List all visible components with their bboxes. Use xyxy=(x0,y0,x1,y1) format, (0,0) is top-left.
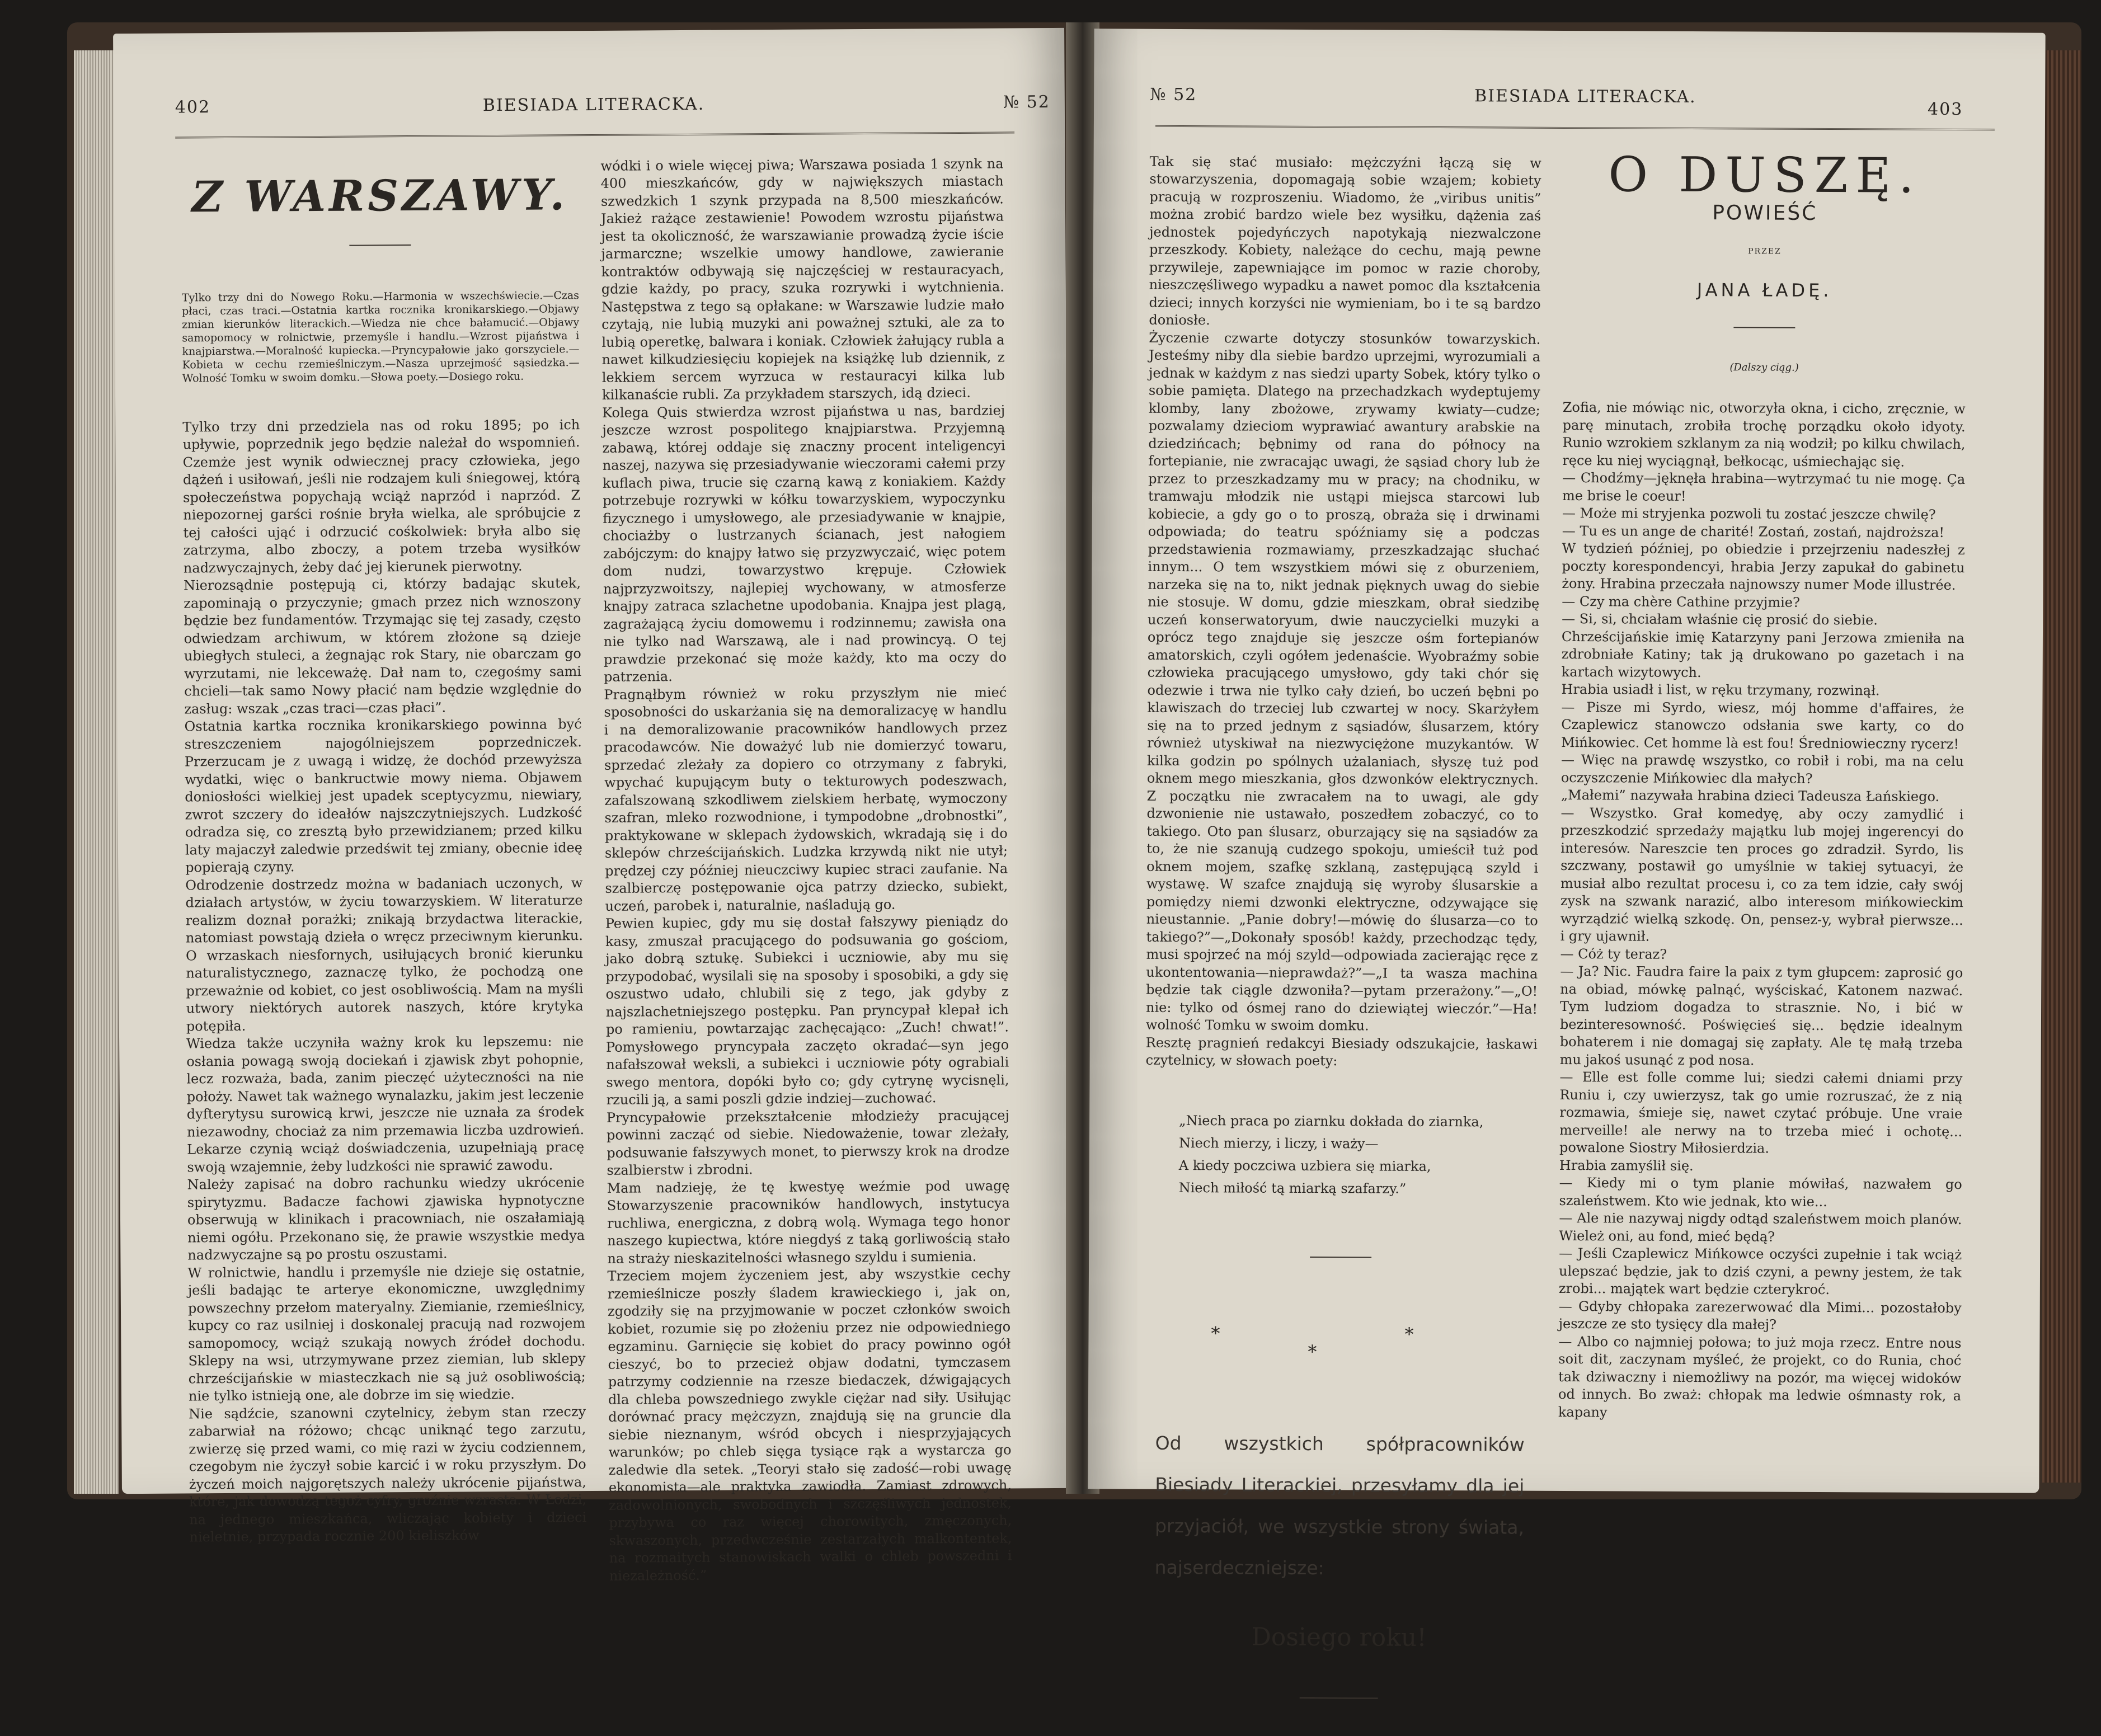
right-col2-text: Zofia, nie mówiąc nic, otworzyła okna, i cicho, zręcznie, w parę minutach, zrobiła trochę porządku około idyoty. Runio wzrokiem szklanym za nią wodził; po kilku chwilach, ręce ku niej wyciągnął, bełkocąc, uśmiechając się. — Chodźmy—jęknęła hrabina—wytrzymać tu nie mogę. Ça me brise le coeur! — Może mi stryjenka pozwoli tu zostać jeszcze chwilę? — Tu es un ange de charité! Zostań, zostań, najdroższa! W tydzień później, po obiedzie i przejrzeniu nadeszłej z poczty korespondencyi, hrabia Jerzy zapukał do gabinetu żony. Hrabina przeczała najnowszy numer Mode illustrée. — Czy ma chère Cathine przyjmie? — Si, si, chciałam właśnie cię prosić do siebie. Chrześcijańskie imię Katarzyny pani Jerzowa zmieniła na zdrobniałe Katiny; tak ją drukowano po gazetach i na kartach wizytowych. Hrabia usiadł i list, w ręku trzymany, rozwinął. — Pisze mi Syrdo, wiesz, mój homme d'affaires, że Czaplewicz stanowczo odsłania swe karty, co do Mińkowiec. Cet homme là est fou! Średniowieczny rycerz! — Więc na prawdę wszystko, co robił i robi, ma na celu oczyszczenie Mińkowiec dla małych? „Małemi” nazywała hrabina dzieci Tadeusza Łańskiego. — Wszystko. Grał komedyę, aby oczy zamydlić i przeszkodzić sprzedaży majątku lub mojej ingerencyi do interesów. Nareszcie ten proces go zdradził. Syrdo, lis szczwany, postawił go umyślnie w takiej sytuacyi, że musiał albo rezultat procesu i, co za tem idzie, cały swój zysk na szwank narazić, albo interesom mińkowieckim wyrządzić wielką szkodę. On, pensez-y, wybrał pierwsze... i gry ujawnił. — Cóż ty teraz? — Ja? Nic. Faudra faire la paix z tym głupcem: zaprosić go na obiad, mówkę palnąć, wyściskać, Katonem nazwać. Tym ludziom dogadza to strasznie. No, i bić w bezinteresowność. Poświęcieś się... będzie idealnym bohaterem i nie domagaj się zapłaty. Ale tę małą trzeba mu jakoś usunąć z pod nosa. — Elle est folle comme lui; siedzi całemi dniami przy Runiu i, czy uwierzysz, tak go umie rozruszać, że z nią rozmawia, śmieje się, nawet czytać próbuje. Une vraie merveille! ale nerwy na to trzeba mieć i ochotę... powalone Siostry Miłosierdzia. Hrabia zamyślił się. — Kiedy mi o tym planie mówiłaś, nazwałem go szaleństwem. Kto wie jednak, kto wie... — Ale nie nazywaj nigdy odtąd szaleństwem moich planów. Wieleż oni, au fond, mieć będą? — Jeśli Czaplewicz Mińkowce oczyści zupełnie i tak wciąż ulepszać będzie, jak to dziś czyni, a pewny jestem, że tak zrobi... majątek wart będzie czterykroć. — Gdyby chłopaka zarezerwować dla Mimi... pozostałoby jeszcze ze sto tysięcy dla małej? — Albo co najmniej połowa; to już moja rzecz. Entre nous soit dit, zaczynam myśleć, że projekt, co do Runia, choć tak dziwaczny i niemożliwy na pozór, ma więcej widoków od innych. Bo zważ: chłopak ma ledwie ośmnasty rok, a kapany xyxy=(1558,399,1966,1420)
right-col1-text: Tak się stać musiało: mężczyźni łączą się w stowarzyszenia, dopomagają sobie wzajem; kobiety pracują w rozproszeniu. Wiadomo, że „viribus unitis” można zrobić bardzo wiele bez wysiłku, dążenia zaś jednostek pojedyńczych napotykają niezwalczone przeszkody. Kobiety, należące do cechu, mają pewne przywileje, zapewniające im pomoc w razie choroby, nieszczęśliwego wypadku a nawet pomoc dla kształcenia dzieci; innych korzyści nie wymieniam, bo i te są bardzo doniosłe. Życzenie czwarte dotyczy stosunków towarzyskich. Jesteśmy niby dla siebie bardzo uprzejmi, wyrozumiali a jednak w każdym z nas siedzi uparty Sobek, który tylko o sobie pamięta. Dlatego na przechadzkach wydeptujemy klomby, lany zbożowe, zrywamy kwiaty—cudze; pozwalamy dzieciom wyprawiać awantury arabskie na dziedzińcach; bębnimy od rana do północy na fortepianie, nie zwracając uwagi, że sąsiad chory lub że przez to przeszkadzamy mu w pracy; na chodniku, w tramwaju młodzik nie ustąpi miejsca starcowi lub kobiecie, a gdy go o to proszą, obraża się i drwinami odpowiada; do teatru spóźniamy się a podczas przedstawienia rozmawiamy, przeszkadzając słuchać innym... O tem wszystkiem mówi się z oburzeniem, narzeka się na to, nikt jednak pięknych uwag do siebie nie stosuje. W domu, gdzie mieszkam, obrał siedzibę uczeń konserwatoryum, dwie nauczycielki muzyki a oprócz tego znajduje się jeszcze ośm fortepianów amatorskich, czyli ogółem jedenaście. Wyobraźmy sobie człowieka pracującego umysłowo, gdy taki chór się odezwie i trwa nie tylko cały dzień, bo uczeń bębni po klawiszach do trzeciej lub czwartej w nocy. Skarżyłem się na to przed jednym z sąsiadów, ślusarzem, który również utyskiwał na niezwyciężone muzykantów. W kilka godzin po spólnych użalaniach, słyszę tuż pod oknem mego mieszkania, głos dzwonków elektrycznych. Z początku nie zwracałem na to uwagi, ale gdy dzwonienie nie ustawało, poszedłem zobaczyć, co to takiego. Oto pan ślusarz, oburzający się na sąsiadów za to, że nie szanują cudzego spokoju, umieścił tuż pod oknem mojem, szafkę szklaną, zastępującą szyld i wystawę. W szafce znajdują się wyroby ślusarskie a pomiędzy niemi dzwonki elektryczne, odzywające się nieustannie. „Panie dobry!—mówię do ślusarza—co to takiego?”—„Dokonały sposób! każdy, przechodząc tędy, musi spojrzeć na mój szyld—odpowiada zacierając ręce z ukontentowania—nieprawdaż?”—„I ta wasza machina będzie tak ciągle dzwoniła?—pytam przerażony.”—„O! nie: tylko od ósmej rano do dziewiątej wieczór.”—Ha! wolność Tomku w swoim domku. Resztę pragnień redakcyi Biesiady odszukajcie, łaskawi czytelnicy, w słowach poety: xyxy=(1145,153,1541,1069)
left-page-number: 402 xyxy=(175,97,211,117)
right-running-head xyxy=(1094,84,2045,128)
asterism: * * * xyxy=(1211,1323,1503,1363)
left-column-2 xyxy=(600,138,1012,1584)
left-page xyxy=(113,28,1073,1584)
left-column-1 xyxy=(181,151,587,1545)
article-title: Z WARSZAWY. xyxy=(191,169,568,222)
novel-author: JANA ŁADĘ. xyxy=(1696,279,1832,301)
novel-by: PRZEZ xyxy=(1748,246,1782,256)
novel-title: O DUSZĘ. xyxy=(1608,146,1922,204)
right-column-1 xyxy=(1144,135,1541,1652)
right-cover-edge xyxy=(2042,50,2081,1483)
right-column-2 xyxy=(1558,143,1966,1476)
right-issue-number: № 52 xyxy=(1150,84,1197,105)
left-col2-text: wódki i o wiele więcej piwa; Warszawa posiada 1 szynk na 400 mieszkańców, gdy w największych miastach szwedzkich 1 szynk przypada na 8,500 mieszkańców. Jakież rażące zestawienie! Powodem wzrostu pijaństwa jest ta okoliczność, że warszawianie prowadzą życie iście jarmarczne; wszelkie umowy handlowe, zawieranie kontraktów odbywają się najczęściej w restauracyach, gdzie każdy, po pracy, szuka rozrywki i wytchnienia. Następstwa z tego są opłakane: w Warszawie ludzie mało czytają, nie lubią muzyki ani poważnej sztuki, ale za to lubią operetkę, balwara i koniak. Człowiek żałujący rubla a nawet kilkudziesięciu kopiejek na książkę lub dziennik, z lekkiem sercem wyrzuca w restauracyi kilka lub kilkanaście rubli. Za przykładem starszych, idą dzieci. Kolega Quis stwierdza wzrost pijaństwa u nas, bardziej jeszcze wzrost pospolitego knajpiarstwa. Przyjemną zabawą, której oddaje się znaczny procent inteligencyi naszej, nazywa się przesiadywanie wieczorami całemi przy kuflach piwa, trucie się czarną kawą z koniakiem. Każdy potrzebuje rozrywki w kółku towarzyskiem, wypoczynku fizycznego i umysłowego, ale przesiadywanie w knajpie, chociażby o lustrzanych ścianach, jest nałogiem zabójczym: do knajpy łatwo się przyzwyczaić, więc potem dom nudzi, towarzystwo krępuje. Człowiek najprzyzwoitszy, najlepiej wychowany, w atmosferze knajpy zatraca szlachetne upodobania. Knajpa jest plagą, zagrażającą życiu domowemu i rodzinnemu; zawisła ona nie tylko nad Warszawą, ale i nad prowincyą. O tej prawdzie przekonać się może każdy, kto ma oczy do patrzenia. Pragnąłbym również w roku przyszłym nie mieć sposobności do uskarżania się na demoralizacyę w handlu i na demoralizowanie pracowników handlowych przez pracodawców. Nie doważyć lub nie domierzyć towaru, sprzedać zleżały za dopiero co otrzymany z fabryki, wpychać kupującym buty o tekturowych podeszwach, zafalszowaną szkodliwem zielskiem herbatę, wymoczony szafran, mleko rozwodnione, i tympodobne „drobnostki”, praktykowane w sklepach żydowskich, wkradają się i do sklepów chrześcijańskich. Ludzka krzywdą nikt nie utył; prędzej czy później nieuczciwy kupiec straci zaufanie. Na szalbierczę postępowanie ojca patrzy dziecko, subiekt, uczeń, parobek i, naturalnie, naśladują go. Pewien kupiec, gdy mu się dostał fałszywy pieniądz do kasy, zmuszał pracującego do podsuwania go gościom, jako dobrą sztukę. Subiekci i uczniowie, aby mu się przypodobać, wysilali się na sposoby i sposobiki, a gdy się oszustwo udało, chlubili się z tego, jak gdyby z najszlachetniejszego postępku. Pan pryncypał klepał ich po ramieniu, powtarzając zachęcająco: „Zuch! chwat!”. Pomysłowego pryncypała zaczęto okradać—syn jego nafałszował weksli, a subiekci i uczniowie póty ograbiali swego mentora, dopóki było co; gdy cytrynę wycisnęli, rzucili ją, a sami poszli gdzie indziej—zuchować. Pryncypałowie przekształcenie młodzieży pracującej powinni zacząć od siebie. Niedoważenie, towar zleżały, podsuwanie fałszywych monet, to pierwszy krok na drodze szalbierstw i zbrodni. Mam nadzieję, że tę kwestyę weźmie pod uwagę Stowarzyszenie pracowników handlowych, instytucya ruchliwa, energiczna, z dobrą wolą. Wymaga tego honor naszego kupiectwa, które niegdyś z taką gorliwością stało na straży nieskazitelności własnego szyldu i sumienia. Trzeciem mojem życzeniem jest, aby wszystkie cechy rzemieślnicze poszły śladem krawieckiego i, jak on, zgodziły się na przyjmowanie w poczet członków swoich kobiet, rozumie się po złożeniu przez nie odpowiedniego egzaminu. Garnięcie się kobiet do pracy powinno ogół cieszyć, bo to przecież objaw dodatni, tymczasem patrzymy codziennie na rzesze biedaczek, dźwigających dla chleba powszedniego zwykle ciężar nad siły. Usiłując dorównać pracy mężczyzn, znajdują się na gruncie dla siebie nieznanym, wśród obcych i niesprzyjających warunków; po chleb sięga tysiące rąk a wystarcza go zaledwie dla setek. „Teoryi stało się zadość—robi uwagę ekonomista—ale praktyka zawiodła. Zamiast zdrowych, zadowolnionych, swobodnych i szczęśliwych jednostek, przybywa co raz więcej chorowitych, zmęczonych, skwaszonych, przedwcześnie zestarzałych malkontentek, na rozmaitych stanowiskach walki o chleb powszedni i niezależność.” xyxy=(600,155,1012,1584)
right-header-title: BIESIADA LITERACKA. xyxy=(1474,86,1696,107)
left-header-title: BIESIADA LITERACKA. xyxy=(482,94,705,116)
left-col1-text: Tylko trzy dni przedziela nas od roku 1895; po ich upływie, poprzednik jego będzie należał do wspomnień. Czemże jest wynik odwiecznej pracy człowieka, jego dążeń i usiłowań, jeśli nie rodzajem kuli śniegowej, którą społeczeństwa popychają wciąż naprzód i naprzód. Z niepozornej garści rośnie bryła wielka, ale spróbujcie z tej całości ująć i odrzucić cośkolwiek: bryła albo się zatrzyma, albo zboczy, a potem trzeba wysiłków nadzwyczajnych, żeby dać jej kierunek pierwotny. Nierozsądnie postępują ci, którzy badając skutek, zapominają o przyczynie; gmach przez nich wznoszony będzie bez fundamentów. Trzymając się tej zasady, często odwiedzam archiwum, w którem złożone są dzieje ubiegłych stuleci, a żegnając rok Stary, nie obarczam go wyrzutami, nie lekceważę. Dał nam to, czegośmy sami chcieli—tak samo Nowy płacić nam będzie względnie do zasług: wszak „czas traci—czas płaci”. Ostatnia kartka rocznika kronikarskiego powinna być streszczeniem najogólniejszem poprzedniczek. Przerzucam je z uwagą i widzę, że dochód przewyższa wydatki, więc o bankructwie mowy niema. Objawem doniosłości wielkiej jest upadek sceptycyzmu, niewiary, zwrot szczery do ideałów najszczytniejszych. Ludzkość odradza się, co zresztą było przewidzianem; przed kilku laty majaczył zaledwie przedświt tej zmiany, obecnie ideę popierają czyny. Odrodzenie dostrzedz można w badaniach uczonych, w działach artystów, w życiu towarzyskiem. W literaturze realizm doznał porażki; znikają brzydactwa literackie, natomiast powstają dzieła o wręcz przeciwnym kierunku. O wrzaskach niesfornych, usiłujących bronić kierunku naturalistycznego, zaznaczę tylko, że pochodzą one przeważnie od kobiet, co jest osobliwością. Mam na myśli utwory niektórych autorek naszych, które krytyka potępiła. Wiedza także uczyniła ważny krok ku lepszemu: nie osłania powagą swoją dociekań i zjawisk zbyt pohopnie, lecz rozważa, bada, zanim pieczęć użyteczności na nie położy. Nawet tak ważnego wynalazku, jakim jest leczenie dyfterytysu surowicą krwi, jeszcze nie uznała za środek niezawodny, chociaż za nim przemawia liczba uzdrowień. Lekarze czynią wciąż doświadczenia, uzupełniają pracę swoją wzajemnie, żeby ludzkości nie sprawić zawodu. Należy zapisać na dobro rachunku wiedzy ukrócenie spirytyzmu. Badacze fachowi zjawiska hypnotyczne obserwują w klinikach i pracowniach, nie oszałamiają niemi ogółu. Przekonano się, że prawie wszystkie medya nadzwyczajne są po prostu oszustami. W rolnictwie, handlu i przemyśle nie dzieje się ostatnie, jeśli badając te arterye ekonomiczne, uwzględnimy powszechny przełom materyalny. Ziemianie, rzemieślnicy, kupcy co raz usilniej i doskonalej pracują nad rozwojem samopomocy, wciąż szukają nowych źródeł dochodu. Sklepy na wsi, utrzymywane przez ziemian, lub sklepy chrześcijańskie w miasteczkach nie są już osobliwością; nie tylko istnieją one, ale dobrze im się wiedzie. Nie sądźcie, szanowni czytelnicy, żebym stan rzeczy zabarwiał na różowo; chcąc uniknąć tego zarzutu, zwierzę się przed wami, co mię razi w życiu codziennem, czegobym nie życzył sobie karcić i w roku przyszłym. Do życzeń moich najgorętszych należy ukrócenie pijaństwa, które, jak dowodzą tegoż cyfry, groźnie wzrasta. W Łodzi, na jednego mieszkańca, wliczając kobiety i dzieci nieletnie, przypada rocznie 200 kieliszków xyxy=(182,416,587,1545)
novel-rule xyxy=(1733,327,1795,328)
left-issue-number: № 52 xyxy=(1003,92,1051,112)
new-year-wish: Dosiego roku! xyxy=(1251,1622,1427,1652)
left-running-head xyxy=(114,92,1065,137)
poem-rule xyxy=(1310,1257,1371,1258)
novel-subtitle: POWIEŚĆ xyxy=(1712,201,1818,225)
title-rule xyxy=(349,244,411,246)
right-page-number: 403 xyxy=(1928,99,1963,120)
novel-continued: (Dalszy ciąg.) xyxy=(1729,361,1799,374)
article-summary: Tylko trzy dni do Nowego Roku.—Harmonia w wszechświecie.—Czas płaci, czas traci.—Ostatnia kartka rocznika kronikarskiego.—Objawy zmian kierunków literackich.—Wiedza nie chce bałamucić.—Objawy samopomocy w rolnictwie, przemyśle i handlu.—Wzrost pijaństwa i knajpiarstwa.—Moralność kupiecka.—Pryncypałowie jako gorszyciele.—Kobieta w cechu rzemieślniczym.—Nasza uprzejmość sąsiedzka.—Wolność Tomku w swoim domku.—Słowa poety.—Dosiego roku. xyxy=(181,289,580,385)
christmas-greeting: Od wszystkich spółpracowników Biesiady Literackiej, przesyłamy dla jej przyjaciół, we wszystkie strony świata, najserdeczniejsze: xyxy=(1154,1432,1525,1579)
poem: „Niech praca po ziarnku dokłada do ziarnka, Niech mierzy, i liczy, i waży— A kiedy poczciwa uzbiera się miarka, Niech miłość tą miarką szafarzy.” xyxy=(1178,1112,1484,1197)
wish-rule xyxy=(1300,1697,1378,1699)
right-page xyxy=(1088,29,2045,1652)
left-page-edges xyxy=(74,50,119,1494)
